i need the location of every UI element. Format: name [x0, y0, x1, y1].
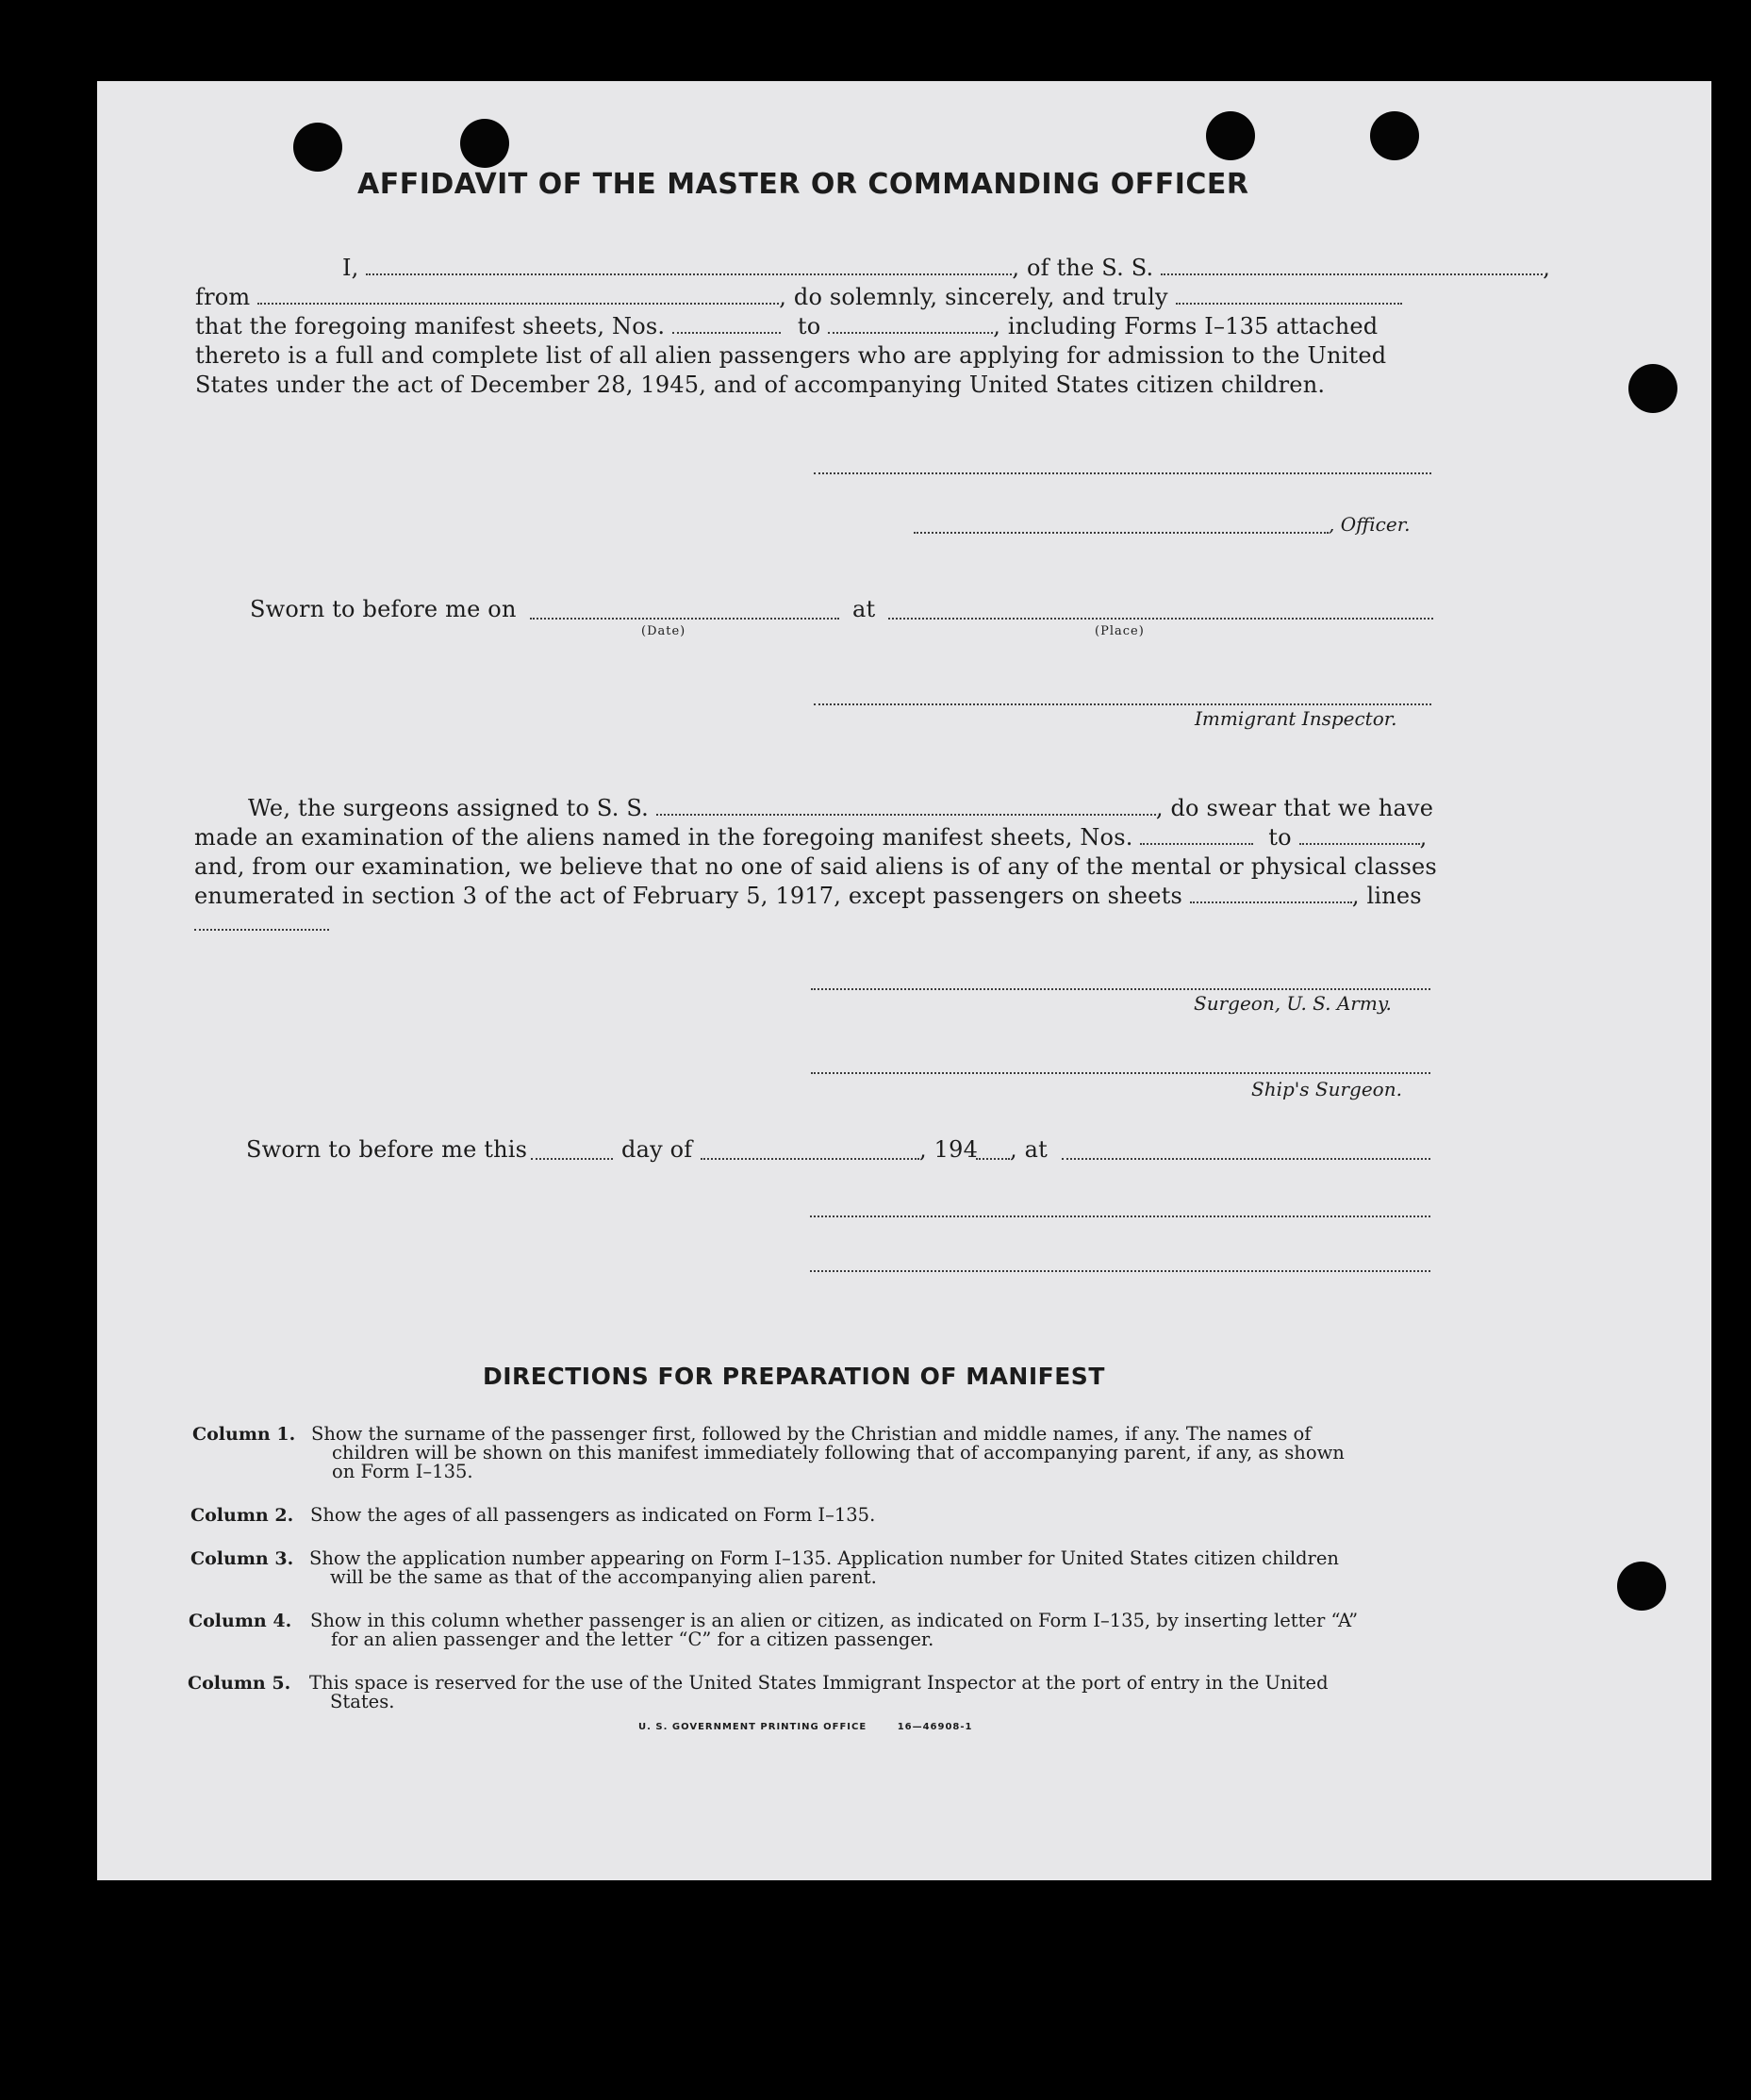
column-text-line: will be the same as that of the accompanying alien parent. — [330, 1566, 877, 1588]
column-text — [311, 1425, 1345, 1481]
officer-signature-line[interactable] — [814, 472, 1431, 474]
to-text: to — [797, 313, 821, 339]
affidavit-line-4: thereto is a full and complete list of all alien passengers who are applying for admission to the United — [195, 342, 1387, 369]
inspector-signature-line[interactable] — [814, 703, 1431, 705]
comma-text: , — [1543, 255, 1551, 281]
inspector-label: Immigrant Inspector. — [1195, 707, 1397, 730]
column-tag: Column 1. — [192, 1424, 296, 1445]
column-text — [309, 1674, 1329, 1711]
affidavit-line-5: States under the act of December 28, 1945, and of accompanying United States citizen children. — [195, 372, 1326, 398]
affidavit-line-1 — [243, 255, 1551, 281]
affidavit-line-2 — [195, 284, 1402, 310]
signature-line-a[interactable] — [810, 1215, 1430, 1217]
column-text — [309, 1549, 1339, 1587]
column-text-line: Show in this column whether passenger is an alien or citizen, as indicated on Form I–135, by inserting letter “A” — [310, 1610, 1359, 1631]
column-text — [310, 1612, 1358, 1649]
punch-hole — [1617, 1562, 1666, 1611]
officer-title-line[interactable] — [914, 532, 1329, 534]
except-sheets-field[interactable] — [1190, 901, 1352, 903]
column-text-line: States. — [330, 1691, 395, 1712]
ship-surgeon-label: Ship's Surgeon. — [1251, 1078, 1402, 1100]
sheets-from-field[interactable] — [672, 331, 781, 334]
column-text-line: Show the surname of the passenger first, followed by the Christian and middle names, if any. The names of — [311, 1423, 1312, 1445]
form-page — [97, 81, 1711, 1880]
surgeons-ship-field[interactable] — [656, 813, 1156, 816]
ship-name-field[interactable] — [1161, 273, 1543, 275]
surgeons-assigned-text: We, the surgeons assigned to S. S. — [248, 795, 649, 821]
including-text: , including Forms I–135 attached — [993, 313, 1379, 339]
signature-line-b[interactable] — [810, 1270, 1430, 1272]
place-caption: (Place) — [1095, 624, 1145, 638]
column-tag: Column 2. — [190, 1505, 294, 1526]
sworn-month-field[interactable] — [701, 1158, 919, 1160]
sworn-this-text: Sworn to before me this — [246, 1136, 528, 1163]
punch-hole — [1206, 111, 1255, 160]
column-tag: Column 4. — [189, 1611, 292, 1631]
year-prefix-text: , 194 — [919, 1136, 979, 1163]
surgeons-line-4 — [194, 883, 1422, 909]
army-surgeon-label: Surgeon, U. S. Army. — [1194, 992, 1392, 1015]
swear-text: , do swear that we have — [1155, 795, 1434, 821]
sworn-at-text: at — [852, 596, 876, 622]
sworn-place-field[interactable] — [888, 618, 1433, 620]
day-of-text: day of — [621, 1136, 693, 1163]
surgeons-line-1 — [248, 795, 1433, 821]
sworn-day-field[interactable] — [531, 1158, 613, 1160]
officer-name-field[interactable] — [366, 273, 1012, 275]
comma-text-2: , — [1419, 824, 1428, 851]
lines-text: , lines — [1351, 883, 1422, 909]
from-text: from — [195, 284, 251, 310]
column-text-line: This space is reserved for the use of the United States Immigrant Inspector at the port of entry in the United — [309, 1672, 1329, 1694]
affidavit-title: AFFIDAVIT OF THE MASTER OR COMMANDING OFFICER — [357, 168, 1249, 201]
printing-office-footer — [638, 1722, 973, 1732]
punch-hole — [1370, 111, 1419, 160]
sworn-at-text-2: , at — [1010, 1136, 1049, 1163]
manifest-sheets-text: that the foregoing manifest sheets, Nos. — [195, 313, 666, 339]
solemnly-text: , do solemnly, sincerely, and truly — [779, 284, 1168, 310]
pronoun-i: I, — [342, 255, 359, 281]
column-text-line: Show the application number appearing on Form I–135. Application number for United States citizen children — [309, 1547, 1339, 1569]
column-text-line: for an alien passenger and the letter “C” for a citizen passenger. — [331, 1629, 934, 1650]
ship-surgeon-signature-line[interactable] — [811, 1072, 1430, 1074]
sheets-to-field[interactable] — [828, 331, 993, 334]
examination-text: made an examination of the aliens named in the foregoing manifest sheets, Nos. — [194, 824, 1133, 851]
affidavit-line-3 — [195, 313, 1378, 339]
exam-sheets-from-field[interactable] — [1140, 842, 1253, 845]
punch-hole — [293, 123, 342, 172]
date-caption: (Date) — [641, 624, 686, 638]
enumerated-text: enumerated in section 3 of the act of February 5, 1917, except passengers on sheets — [194, 883, 1182, 909]
printing-office-text: U. S. GOVERNMENT PRINTING OFFICE — [638, 1722, 867, 1732]
punch-hole — [1628, 364, 1677, 413]
surgeons-line-2 — [194, 824, 1427, 851]
punch-hole — [460, 119, 509, 168]
except-lines-field[interactable] — [194, 929, 329, 931]
army-surgeon-signature-line[interactable] — [811, 988, 1430, 990]
column-text-line: children will be shown on this manifest immediately following that of accompanying parent, if any, as shown — [332, 1442, 1345, 1463]
form-code-text: 16—46908-1 — [897, 1722, 973, 1732]
column-text — [310, 1506, 875, 1525]
column-text-line: on Form I–135. — [332, 1461, 473, 1482]
surgeons-line-3: and, from our examination, we believe that no one of said aliens is of any of the mental or physical classes — [194, 853, 1437, 880]
officer-label: , Officer. — [1329, 513, 1411, 536]
sworn-place-field-2[interactable] — [1062, 1158, 1430, 1160]
column-text-line: Show the ages of all passengers as indicated on Form I–135. — [310, 1504, 876, 1526]
sworn-year-field[interactable] — [976, 1158, 1010, 1160]
column-tag: Column 5. — [188, 1673, 291, 1694]
from-port-field[interactable] — [257, 302, 779, 305]
sworn-date-field[interactable] — [530, 618, 839, 620]
directions-title: DIRECTIONS FOR PREPARATION OF MANIFEST — [483, 1363, 1105, 1390]
column-tag: Column 3. — [190, 1548, 294, 1569]
of-ss-text: , of the S. S. — [1012, 255, 1154, 281]
sworn-before-on-text: Sworn to before me on — [250, 596, 517, 622]
to-text-2: to — [1268, 824, 1292, 851]
truly-field[interactable] — [1176, 302, 1402, 305]
exam-sheets-to-field[interactable] — [1299, 842, 1420, 845]
